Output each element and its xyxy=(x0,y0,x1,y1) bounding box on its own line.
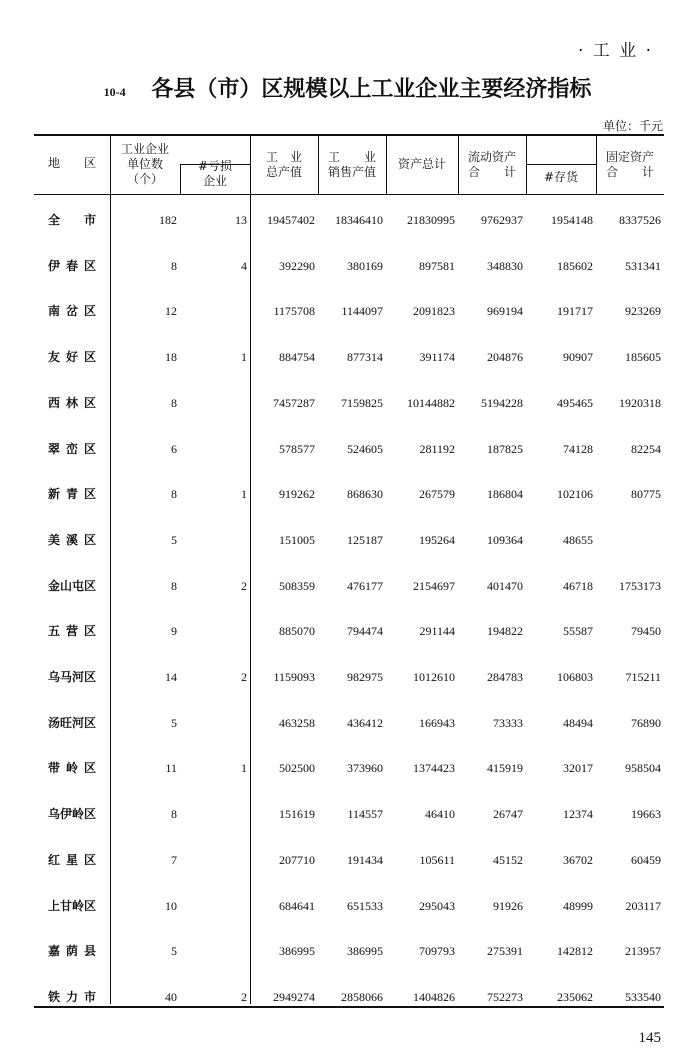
row-region: 翠峦区 xyxy=(48,441,96,456)
table-row xyxy=(34,987,664,1007)
cell-output: 386995 xyxy=(279,944,315,959)
header-fixed-line: 合 计 xyxy=(605,165,654,179)
cell-output: 919262 xyxy=(279,487,315,502)
table-row xyxy=(34,530,664,550)
cell-loss: 2 xyxy=(241,578,247,593)
cell-output: 2949274 xyxy=(273,989,315,1004)
cell-inventory: 1954148 xyxy=(551,213,593,227)
header-rule xyxy=(34,194,664,195)
row-region: 南岔区 xyxy=(48,304,96,319)
cell-sales: 18346410 xyxy=(335,213,383,227)
cell-assets: 295043 xyxy=(419,898,455,913)
cell-output: 151005 xyxy=(279,532,315,547)
cell-enterprises: 182 xyxy=(159,213,177,227)
header-sales-line: 工 业 xyxy=(327,150,376,164)
cell-fixed: 533540 xyxy=(625,989,661,1004)
cell-enterprises: 11 xyxy=(165,761,177,776)
header-inventory: #存货 xyxy=(543,170,579,184)
cell-inventory: 36702 xyxy=(563,852,593,867)
cell-sales: 114557 xyxy=(347,807,383,822)
cell-output: 151619 xyxy=(279,807,315,822)
header-output xyxy=(250,150,318,180)
cell-inventory: 12374 xyxy=(563,807,593,822)
cell-sales: 2858066 xyxy=(341,989,383,1004)
row-region: 嘉荫县 xyxy=(48,944,96,959)
table-row xyxy=(34,896,664,916)
row-region: 铁力市 xyxy=(48,989,96,1004)
header-fixed xyxy=(596,150,664,180)
cell-loss xyxy=(180,850,247,870)
cell-current: 415919 xyxy=(487,761,523,776)
cell-sales: 651533 xyxy=(347,898,383,913)
header-output-line: 工 业 xyxy=(265,150,302,164)
cell-sales: 1144097 xyxy=(341,304,383,319)
cell-fixed: 60459 xyxy=(631,852,661,867)
table-number: 10-4 xyxy=(103,85,126,99)
cell-sales: 868630 xyxy=(347,487,383,502)
cell-inventory: 191717 xyxy=(557,304,593,319)
cell-output: 463258 xyxy=(279,715,315,730)
cell-inventory: 142812 xyxy=(557,944,593,959)
cell-output: 19457402 xyxy=(267,213,315,227)
header-region: 地 区 xyxy=(47,156,96,170)
cell-assets: 195264 xyxy=(419,532,455,547)
cell-fixed: 203117 xyxy=(625,898,661,913)
table-row xyxy=(34,850,664,870)
cell-sales: 7159825 xyxy=(341,395,383,410)
row-region: 乌马河区 xyxy=(48,670,97,684)
row-region: 新青区 xyxy=(48,487,96,502)
cell-assets: 1404826 xyxy=(413,989,455,1004)
cell-fixed: 8337526 xyxy=(619,213,661,227)
cell-inventory: 32017 xyxy=(563,761,593,776)
cell-loss: 2 xyxy=(241,989,247,1004)
header-enterprises-line: 工业企业 xyxy=(120,142,169,156)
table-row xyxy=(34,758,664,778)
table-row xyxy=(34,484,664,504)
cell-fixed: 923269 xyxy=(625,304,661,319)
table-row xyxy=(34,713,664,733)
cell-loss xyxy=(180,439,247,459)
cell-fixed: 531341 xyxy=(625,258,661,273)
cell-inventory: 74128 xyxy=(563,441,593,456)
row-region: 汤旺河区 xyxy=(48,715,97,730)
row-region: 乌伊岭区 xyxy=(48,807,97,822)
cell-enterprises: 5 xyxy=(171,715,177,730)
cell-sales: 191434 xyxy=(347,852,383,867)
cell-inventory: 106803 xyxy=(557,670,593,684)
cell-current: 969194 xyxy=(487,304,523,319)
cell-sales: 524605 xyxy=(347,441,383,456)
row-region: 西林区 xyxy=(48,395,96,410)
row-region: 美溪区 xyxy=(48,532,96,547)
cell-output: 684641 xyxy=(279,898,315,913)
cell-inventory: 55587 xyxy=(563,624,593,639)
cell-assets: 897581 xyxy=(419,258,455,273)
cell-assets: 105611 xyxy=(419,852,455,867)
cell-enterprises: 18 xyxy=(165,350,177,365)
cell-enterprises: 8 xyxy=(171,578,177,593)
cell-loss xyxy=(180,941,247,961)
header-sales-line: 销售产值 xyxy=(327,165,376,179)
cell-enterprises: 8 xyxy=(171,487,177,502)
header-enterprises-line: （个） xyxy=(126,172,163,186)
subheader-rule xyxy=(526,164,596,165)
row-region: 上甘岭区 xyxy=(48,898,97,913)
cell-current: 186804 xyxy=(487,487,523,502)
cell-inventory: 90907 xyxy=(563,350,593,365)
cell-current: 348830 xyxy=(487,258,523,273)
cell-loss xyxy=(180,301,247,321)
cell-assets: 709793 xyxy=(419,944,455,959)
cell-current: 187825 xyxy=(487,441,523,456)
cell-assets: 2091823 xyxy=(413,304,455,319)
header-loss-line: 企业 xyxy=(202,174,227,188)
cell-output: 508359 xyxy=(279,578,315,593)
header-enterprises xyxy=(110,142,180,187)
cell-loss xyxy=(180,621,247,641)
cell-inventory: 46718 xyxy=(563,578,593,593)
table-row xyxy=(34,210,664,230)
cell-output: 578577 xyxy=(279,441,315,456)
cell-enterprises: 14 xyxy=(165,670,177,684)
cell-enterprises: 40 xyxy=(165,989,177,1004)
cell-output: 392290 xyxy=(279,258,315,273)
cell-inventory: 48494 xyxy=(563,715,593,730)
cell-fixed: 80775 xyxy=(631,487,661,502)
row-region: 伊春区 xyxy=(48,258,96,273)
cell-current: 194822 xyxy=(487,624,523,639)
cell-enterprises: 8 xyxy=(171,258,177,273)
cell-output: 884754 xyxy=(279,350,315,365)
cell-inventory: 48999 xyxy=(563,898,593,913)
cell-enterprises: 7 xyxy=(171,852,177,867)
unit-label: 单位：千元 xyxy=(602,119,663,133)
cell-current: 91926 xyxy=(493,898,523,913)
header-loss-line: #亏损 xyxy=(197,159,233,173)
cell-current: 9762937 xyxy=(481,213,523,227)
cell-loss: 2 xyxy=(241,670,247,684)
cell-assets: 10144882 xyxy=(407,395,455,410)
cell-fixed: 19663 xyxy=(631,807,661,822)
cell-current: 45152 xyxy=(493,852,523,867)
cell-sales: 877314 xyxy=(347,350,383,365)
cell-inventory: 235062 xyxy=(557,989,593,1004)
cell-loss xyxy=(180,530,247,550)
page-number: 145 xyxy=(638,1030,661,1046)
cell-current: 26747 xyxy=(493,807,523,822)
cell-fixed: 82254 xyxy=(631,441,661,456)
cell-fixed: 1753173 xyxy=(619,578,661,593)
header-current-line: 合 计 xyxy=(467,165,516,179)
cell-loss xyxy=(180,804,247,824)
cell-sales: 373960 xyxy=(347,761,383,776)
cell-enterprises: 5 xyxy=(171,944,177,959)
header-enterprises-line: 单位数 xyxy=(126,157,163,171)
cell-enterprises: 12 xyxy=(165,304,177,319)
cell-current: 401470 xyxy=(487,578,523,593)
cell-assets: 21830995 xyxy=(407,213,455,227)
cell-fixed xyxy=(596,530,661,550)
cell-enterprises: 8 xyxy=(171,807,177,822)
table-row xyxy=(34,256,664,276)
cell-enterprises: 9 xyxy=(171,624,177,639)
cell-assets: 267579 xyxy=(419,487,455,502)
cell-output: 885070 xyxy=(279,624,315,639)
row-region: 五营区 xyxy=(48,624,96,639)
table-title-text: 各县（市）区规模以上工业企业主要经济指标 xyxy=(151,77,592,102)
cell-inventory: 495465 xyxy=(557,395,593,410)
row-region: 全市 xyxy=(48,213,96,227)
cell-output: 1159093 xyxy=(273,670,315,684)
table-row xyxy=(34,347,664,367)
cell-inventory: 48655 xyxy=(563,532,593,547)
cell-output: 502500 xyxy=(279,761,315,776)
cell-enterprises: 5 xyxy=(171,532,177,547)
cell-sales: 380169 xyxy=(347,258,383,273)
header-loss xyxy=(180,159,250,189)
cell-enterprises: 10 xyxy=(165,898,177,913)
header-sales xyxy=(318,150,386,180)
cell-fixed: 76890 xyxy=(631,715,661,730)
cell-fixed: 1920318 xyxy=(619,395,661,410)
table-row xyxy=(34,393,664,413)
table-row xyxy=(34,301,664,321)
cell-current: 752273 xyxy=(487,989,523,1004)
cell-sales: 125187 xyxy=(347,532,383,547)
cell-assets: 2154697 xyxy=(413,578,455,593)
header-current-line: 流动资产 xyxy=(467,150,516,164)
cell-loss: 4 xyxy=(241,258,247,273)
cell-assets: 1374423 xyxy=(413,761,455,776)
cell-inventory: 185602 xyxy=(557,258,593,273)
cell-sales: 794474 xyxy=(347,624,383,639)
cell-current: 275391 xyxy=(487,944,523,959)
cell-assets: 1012610 xyxy=(413,670,455,684)
cell-loss xyxy=(180,896,247,916)
table-title xyxy=(0,72,695,103)
cell-enterprises: 8 xyxy=(171,395,177,410)
cell-fixed: 958504 xyxy=(625,761,661,776)
data-table xyxy=(34,134,664,1008)
header-assets: 资产总计 xyxy=(397,157,446,171)
cell-fixed: 213957 xyxy=(625,944,661,959)
cell-loss: 13 xyxy=(235,213,247,227)
cell-assets: 391174 xyxy=(419,350,455,365)
cell-loss xyxy=(180,393,247,413)
cell-current: 284783 xyxy=(487,670,523,684)
row-region: 金山屯区 xyxy=(48,578,97,593)
table-row xyxy=(34,439,664,459)
cell-loss: 1 xyxy=(241,487,247,502)
table-row xyxy=(34,621,664,641)
cell-sales: 386995 xyxy=(347,944,383,959)
row-region: 友好区 xyxy=(48,350,96,365)
cell-fixed: 79450 xyxy=(631,624,661,639)
header-output-line: 总产值 xyxy=(265,165,302,179)
table-row xyxy=(34,941,664,961)
cell-assets: 46410 xyxy=(425,807,455,822)
cell-loss xyxy=(180,713,247,733)
cell-output: 7457287 xyxy=(273,395,315,410)
cell-fixed: 185605 xyxy=(625,350,661,365)
cell-output: 1175708 xyxy=(273,304,315,319)
cell-sales: 436412 xyxy=(347,715,383,730)
cell-current: 73333 xyxy=(493,715,523,730)
row-region: 带岭区 xyxy=(48,761,96,776)
header-current xyxy=(458,150,526,180)
row-region: 红星区 xyxy=(48,852,96,867)
cell-enterprises: 6 xyxy=(171,441,177,456)
table-row xyxy=(34,576,664,596)
cell-current: 204876 xyxy=(487,350,523,365)
cell-output: 207710 xyxy=(279,852,315,867)
cell-assets: 291144 xyxy=(419,624,455,639)
cell-sales: 476177 xyxy=(347,578,383,593)
table-row xyxy=(34,667,664,687)
cell-loss: 1 xyxy=(241,761,247,776)
cell-fixed: 715211 xyxy=(625,670,661,684)
cell-current: 5194228 xyxy=(481,395,523,410)
column-divider xyxy=(526,136,527,194)
table-row xyxy=(34,804,664,824)
cell-assets: 281192 xyxy=(419,441,455,456)
cell-loss: 1 xyxy=(241,350,247,365)
section-header: · 工 业 · xyxy=(577,41,653,61)
cell-inventory: 102106 xyxy=(557,487,593,502)
cell-assets: 166943 xyxy=(419,715,455,730)
cell-current: 109364 xyxy=(487,532,523,547)
header-fixed-line: 固定资产 xyxy=(605,150,654,164)
cell-sales: 982975 xyxy=(347,670,383,684)
